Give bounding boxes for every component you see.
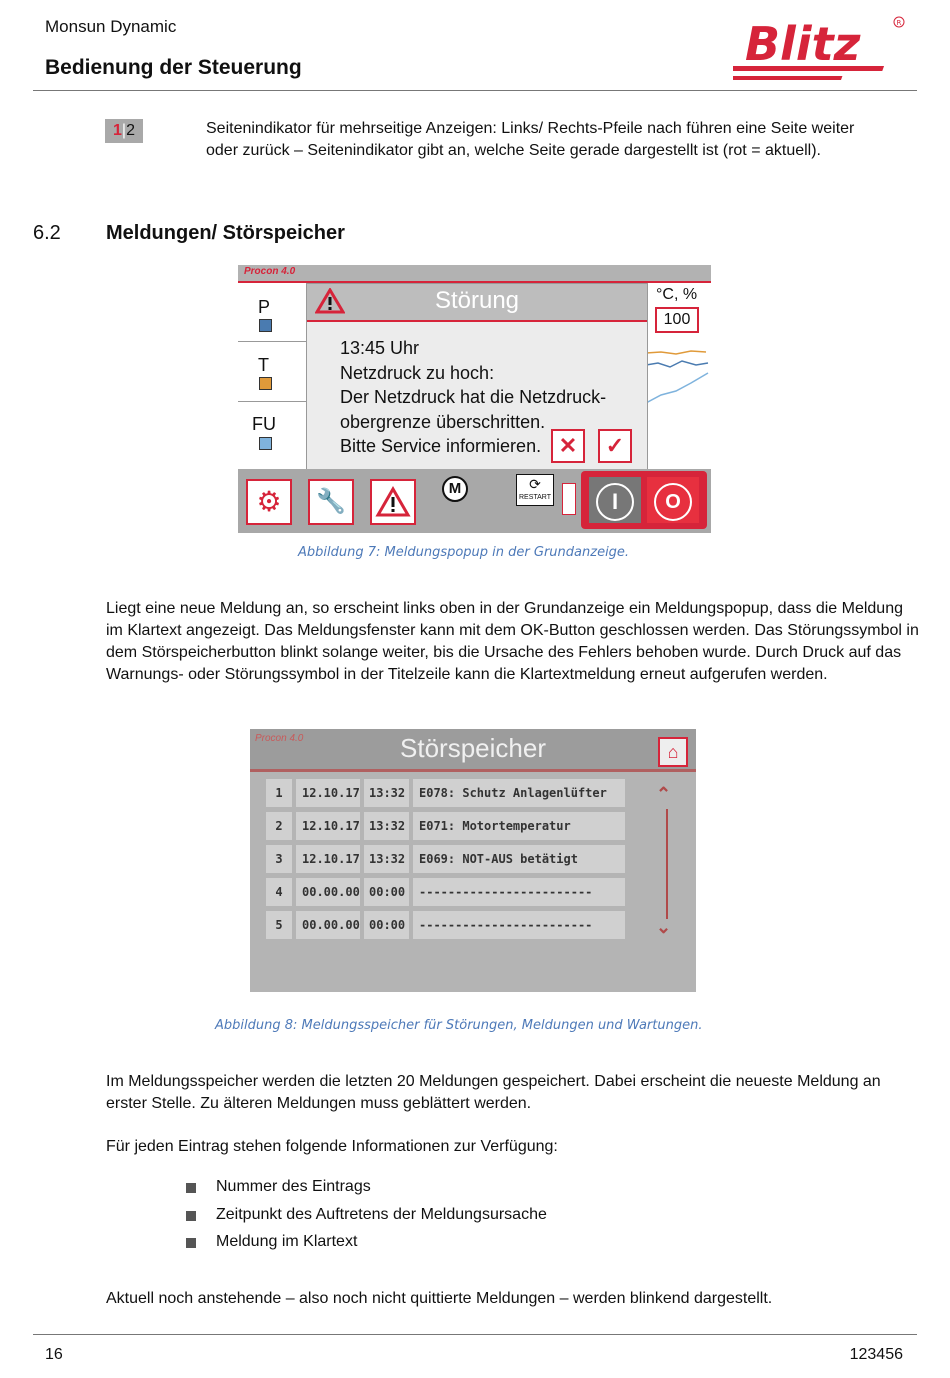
- fault-memory-button[interactable]: [370, 479, 416, 525]
- scroll-up-icon[interactable]: ⌃: [656, 784, 672, 804]
- fig7-brand: Procon 4.0: [244, 266, 296, 277]
- scrollbar-track[interactable]: [666, 809, 668, 919]
- fig7-ok-button[interactable]: ✓: [598, 429, 632, 463]
- fig7-cancel-button[interactable]: ✕: [551, 429, 585, 463]
- page-indicator-icon: 1|2: [105, 119, 143, 143]
- header-rule: [33, 90, 917, 91]
- section-number: 6.2: [33, 222, 61, 244]
- fig7-popup-message: 13:45 Uhr Netzdruck zu hoch: Der Netzdruck hat die Netzdruck- obergrenze überschritten. Bitte Service informieren.: [340, 338, 607, 456]
- fig7-label-p: P: [258, 297, 271, 317]
- table-row[interactable]: 5 00.00.00 00:00 ------------------------: [266, 911, 625, 944]
- paragraph-memory-description: Im Meldungsspeicher werden die letzten 20 Meldungen gespeichert. Dabei erscheint die neueste Meldung an erster Stelle. Zu älteren Meldungen muss geblättert werden.: [106, 1073, 881, 1112]
- document-product-name: Monsun Dynamic: [45, 17, 177, 36]
- page-indicator-description: Seitenindikator für mehrseitige Anzeigen: Links/ Rechts-Pfeile nach führen eine Seite weiter oder zurück – Seitenindikator gibt an, welche Seite gerade dargestellt ist (rot = aktuell).: [206, 120, 855, 159]
- figure-8-screenshot: [250, 729, 696, 992]
- section-title: Meldungen/ Störspeicher: [106, 222, 345, 244]
- fig7-title-bar: [238, 265, 711, 281]
- figure-7-caption: Abbildung 7: Meldungspopup in der Grundanzeige.: [298, 545, 630, 560]
- fig7-value-box: 100: [655, 307, 699, 333]
- fig7-label-t: T: [258, 355, 269, 375]
- list-item: Zeitpunkt des Auftretens der Meldungsursache: [186, 1206, 547, 1234]
- restart-icon: ⟳ RESTART: [516, 474, 554, 506]
- document-number: 123456: [849, 1346, 903, 1363]
- fig7-popup-title: Störung: [434, 287, 520, 314]
- fig8-title: Störspeicher: [400, 733, 546, 763]
- fig7-trend-lines: [646, 343, 711, 463]
- power-on-button[interactable]: I: [589, 477, 641, 523]
- document-header-title: Bedienung der Steuerung: [45, 56, 302, 79]
- logo-wordmark: Blitz: [745, 17, 861, 71]
- fig8-brand: Procon 4.0: [255, 733, 304, 744]
- table-row[interactable]: 1 12.10.17 13:32 E078: Schutz Anlagenlüfter: [266, 779, 625, 812]
- fig7-graph-panel: [646, 283, 711, 468]
- motor-icon: M: [442, 476, 468, 502]
- fig7-unit: °C, %: [656, 286, 698, 303]
- service-wrench-icon[interactable]: 🔧: [308, 479, 354, 525]
- paragraph-entry-info: Für jeden Eintrag stehen folgende Informationen zur Verfügung:: [106, 1138, 558, 1155]
- fig7-label-fu: FU: [252, 414, 276, 434]
- page-number: 16: [45, 1346, 63, 1363]
- table-row[interactable]: 3 12.10.17 13:32 E069: NOT-AUS betätigt: [266, 845, 625, 878]
- paragraph-blinking-note: Aktuell noch anstehende – also noch nicht quittierte Meldungen – werden blinkend dargestellt.: [106, 1290, 773, 1307]
- table-row[interactable]: 4 00.00.00 00:00 ------------------------: [266, 878, 625, 911]
- fig8-table: [266, 779, 625, 944]
- list-item: Meldung im Klartext: [186, 1233, 547, 1261]
- blitz-logo: [733, 14, 911, 84]
- remote-icon: [562, 483, 576, 515]
- footer-rule: [33, 1334, 917, 1335]
- gear-icon[interactable]: ⚙: [246, 479, 292, 525]
- figure-8-caption: Abbildung 8: Meldungsspeicher für Störungen, Meldungen und Wartungen.: [215, 1018, 703, 1033]
- list-item: Nummer des Eintrags: [186, 1178, 547, 1206]
- fig7-toolbar: [238, 469, 711, 533]
- warning-icon: [372, 481, 414, 523]
- fig7-sidebar: [238, 283, 307, 468]
- power-off-button[interactable]: O: [647, 477, 699, 523]
- info-bullet-list: [186, 1178, 547, 1261]
- fig7-error-popup: [306, 283, 648, 471]
- fig7-power-group: [581, 471, 707, 529]
- svg-text:R: R: [896, 19, 902, 27]
- home-icon[interactable]: ⌂: [658, 737, 688, 767]
- scroll-down-icon[interactable]: ⌄: [656, 917, 672, 937]
- table-row[interactable]: 2 12.10.17 13:32 E071: Motortemperatur: [266, 812, 625, 845]
- figure-7-screenshot: [238, 265, 711, 533]
- paragraph-popup-description: Liegt eine neue Meldung an, so erscheint links oben in der Grundanzeige ein Meldungspopup, dass die Meldung im Klartext angezeigt. Das Meldungsfenster kann mit dem OK-Button geschlossen werden. Das Störungssymbol in dem Störspeicherbutton blinkt solange weiter, bis die Ursache des Fehlers behoben wurde. Durch Druck auf das Warnungs- oder Störungssymbol in der Titelzeile kann die Klartextmeldung erneut aufgerufen werden.: [106, 600, 919, 683]
